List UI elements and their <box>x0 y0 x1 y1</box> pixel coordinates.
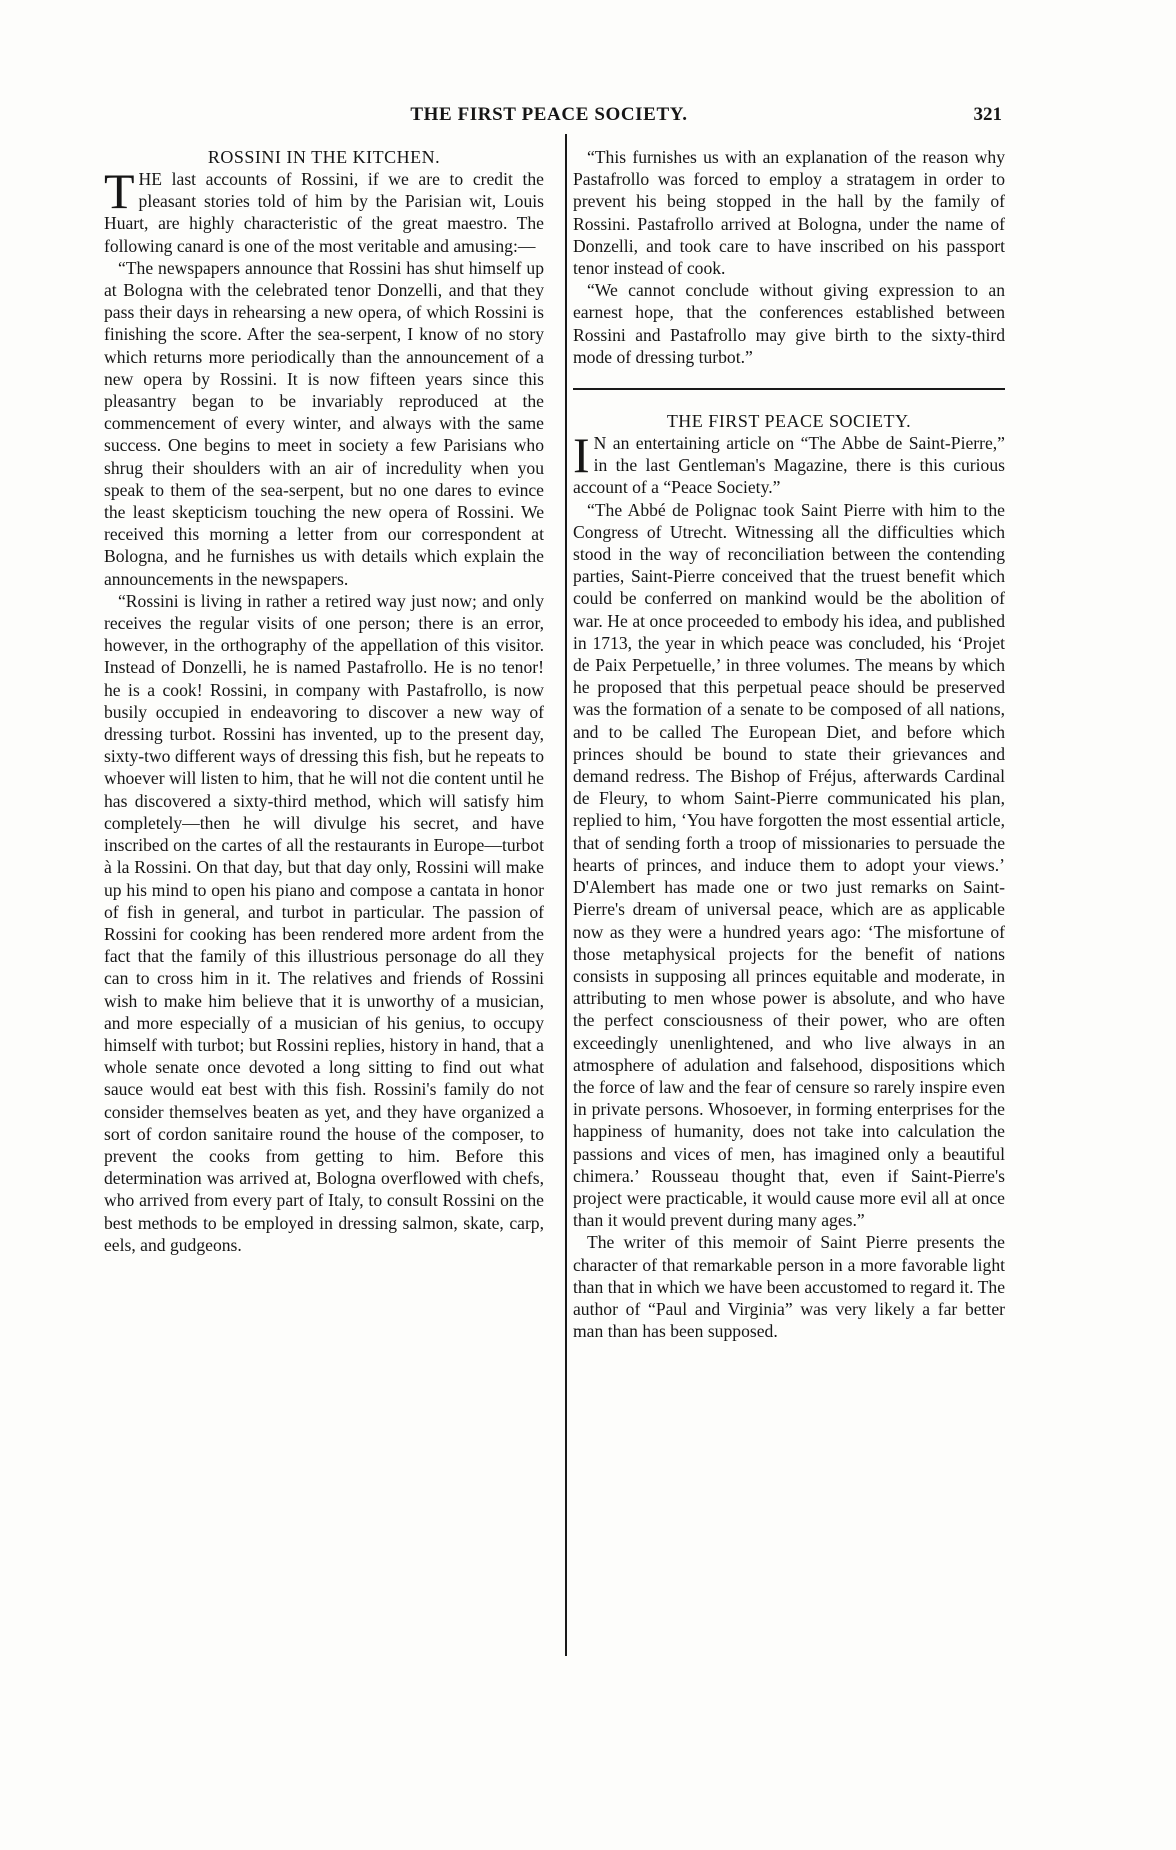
paragraph: “We cannot conclude without giving expression to an earnest hope, that the conferences established between Rossini and Pastafrollo may give birth to the sixty-third mode of dressing turbot.” <box>573 280 1005 367</box>
running-header <box>96 104 1002 132</box>
paragraph: “The Abbé de Polignac took Saint Pierre with him to the Congress of Utrecht. Witnessing all the difficulties which stood in the way of reconciliation between the contending parties, Saint-Pierre conceived that the truest benefit which could be conferred on mankind would be the abolition of war. He at once proceeded to embody his idea, and published in 1713, the year in which peace was concluded, his ‘Projet de Paix Perpetuelle,’ in three volumes. The means by which he proposed that this perpetual peace should be preserved was the formation of a senate to be composed of all nations, and to be called The European Diet, and before which princes should be bound to state their grievances and demand redress. The Bishop of Fréjus, afterwards Cardinal de Fleury, to whom Saint-Pierre communicated his plan, replied to him, ‘You have forgotten the most essential article, that of sending forth a troop of missionaries to persuade the hearts of princes, and induce them to adopt your views.’ D'Alembert has made one or two just remarks on Saint-Pierre's dream of universal peace, which are as applicable now as they were a hundred years ago: ‘The misfortune of those metaphysical projects for the benefit of nations consists in supposing all princes equitable and moderate, in attributing to men whose power is absolute, and who have the perfect consciousness of their power, who are often exceedingly unenlightened, and who live always in an atmosphere of adulation and falsehood, dispositions which the force of law and the fear of censure so rarely inspire even in private persons. Whosoever, in forming enterprises for the happiness of humanity, does not take into calculation the passions and vices of men, has imagined only a beautiful chimera.’ Rousseau thought that, even if Saint-Pierre's project were practicable, it would cause more evil all at once than it would prevent during many ages.” <box>573 499 1005 1231</box>
paragraph <box>573 427 1005 499</box>
paragraph-text: N an entertaining article on “The Abbe de Saint-Pierre,” in the last Gentleman's Magazine, there is this curious account of a “Peace Society.” <box>573 433 1005 498</box>
paragraph: “This furnishes us with an explanation of the reason why Pastafrollo was forced to employ a stratagem in order to prevent his being stopped in the hall by the family of Rossini. Pastafrollo arrived at Bologna, under the name of Donzelli, and took care to have inscribed on his passport tenor instead of cook. <box>573 147 1005 279</box>
article-title-rossini: ROSSINI IN THE KITCHEN. <box>207 147 441 167</box>
paragraph <box>104 163 544 257</box>
paragraph: “The newspapers announce that Rossini has shut himself up at Bologna with the celebrated tenor Donzelli, and that they pass their days in rehearsing a new opera, of which Rossini is finishing the score. After the sea-serpent, I know of no story which returns more periodically than the announcement of a new opera by Rossini. It is now fifteen years since this pleasantry began to be invariably reproduced at the commencement of every winter, and always with the same success. One begins to meet in society a few Parisians who shrug their shoulders with an air of incredulity when you speak to them of the sea-serpent, but no one dares to evince the least skepticism touching the new opera of Rossini. We received this morning a letter from our correspondent at Bologna, and he furnishes us with details which explain the announcements in the newspapers. <box>104 257 544 589</box>
page-number: 321 <box>973 104 1002 125</box>
paragraph: “Rossini is living in rather a retired way just now; and only receives the regular visits of one person; there is an error, however, in the orthography of the appellation of this visitor. Instead of Donzelli, he is named Pastafrollo. He is no tenor! he is a cook! Rossini, in company with Pastafrollo, is now busily occupied in endeavoring to discover a new way of dressing turbot. Rossini has invented, up to the present day, sixty-two different ways of dressing this fish, but he repeats to whoever will listen to him, that he will not die content until he has discovered a sixty-third method, which will satisfy him completely—then he will divulge his secret, and have inscribed on the cartes of all the restaurants in Europe—turbot à la Rossini. On that day, but that day only, Rossini will make up his mind to open his piano and compose a cantata in honor of fish in general, and turbot in particular. The passion of Rossini for cooking has been rendered more ardent from the fact that the family of this illustrious personage do all they can to cross him in it. The relatives and friends of Rossini wish to make him believe that it is unworthy of a musician, and more especially of a musician of his genius, to occupy himself with turbot; but Rossini replies, history in hand, that a whole senate once devoted a long sitting to find out what sauce would eat best with this fish. Rossini's family do not consider themselves beaten as yet, and they have organized a sort of cordon sanitaire round the house of the composer, to prevent the cooks from getting to him. Before this determination was arrived at, Bologna overflowed with chefs, who arrived from every part of Italy, to consult Rossini on the best methods to be employed in dressing salmon, skate, carp, eels, and gudgeons. <box>104 590 544 1255</box>
running-title: THE FIRST PEACE SOCIETY. <box>410 104 688 125</box>
paragraph: The writer of this memoir of Saint Pierre presents the character of that remarkable person in a more favorable light than that in which we have been accustomed to regard it. The author of “Paul and Virginia” was very likely a far better man than has been supposed. <box>573 1232 1005 1342</box>
drop-cap: T <box>104 163 135 219</box>
drop-cap: I <box>573 427 590 484</box>
article-separator <box>573 388 1005 390</box>
paragraph-text: HE last accounts of Rossini, if we are to credit the pleasant stories told of him by the Parisian wit, Louis Huart, are highly characteristic of the great maestro. The following canard is one of the most veritable and amusing:— <box>104 169 544 256</box>
left-column <box>104 146 544 1256</box>
right-column <box>559 146 1005 1342</box>
article-title-peace-society: THE FIRST PEACE SOCIETY. <box>666 411 912 432</box>
